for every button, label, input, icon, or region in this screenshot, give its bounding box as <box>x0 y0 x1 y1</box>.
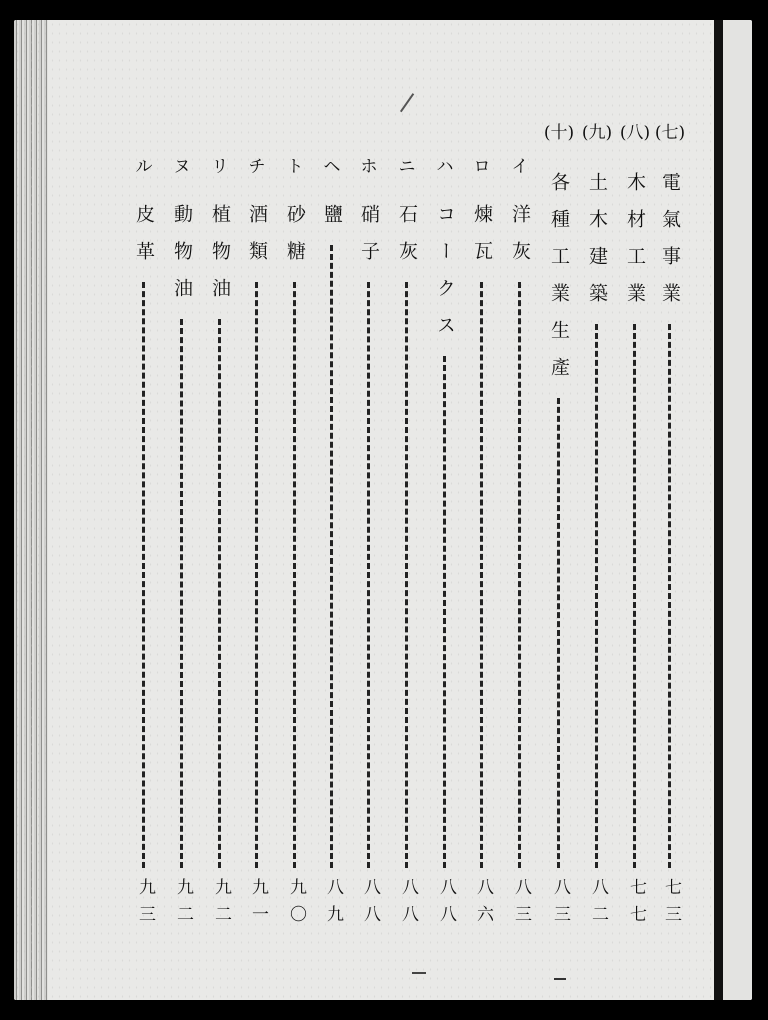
entry-title: 土木建築 <box>586 172 608 320</box>
dot-leader <box>595 324 598 868</box>
entry-marker: ヘ <box>323 157 341 177</box>
dot-leader <box>518 282 521 868</box>
toc-entry <box>465 20 499 1000</box>
dot-leader <box>255 282 258 868</box>
dot-leader <box>367 282 370 868</box>
page-number: 八八 <box>436 878 456 932</box>
page-number: 八九 <box>323 878 343 932</box>
page-number: 八八 <box>360 878 380 932</box>
toc-entry <box>390 20 424 1000</box>
page-number: 九一 <box>248 878 268 932</box>
entry-marker: リ <box>211 157 229 177</box>
page-stack-edge <box>14 20 48 1000</box>
page-number: 七三 <box>661 878 681 932</box>
page-number: 八六 <box>473 878 493 932</box>
entry-title: 酒類 <box>246 204 268 278</box>
dot-leader <box>480 282 483 868</box>
dot-leader <box>668 324 671 868</box>
entry-marker: ハ <box>436 157 454 177</box>
entry-marker: ヌ <box>173 157 191 177</box>
toc-entry <box>653 20 687 1000</box>
book-page <box>14 20 752 1000</box>
entry-title: 皮革 <box>133 204 155 278</box>
toc-entry <box>580 20 614 1000</box>
entry-title: 植物油 <box>209 204 231 315</box>
entry-title: コークス <box>434 204 456 352</box>
page-number: 八八 <box>398 878 418 932</box>
toc-entry <box>127 20 161 1000</box>
entry-marker: (七) <box>654 123 686 143</box>
toc-entry <box>618 20 652 1000</box>
dot-leader <box>557 398 560 868</box>
page-number: 九〇 <box>286 878 306 932</box>
entry-title: 煉瓦 <box>471 204 493 278</box>
dot-leader <box>330 245 333 868</box>
dot-leader <box>293 282 296 868</box>
page-number: 八三 <box>511 878 531 932</box>
entry-title: 木材工業 <box>624 172 646 320</box>
entry-title: 硝子 <box>358 204 380 278</box>
toc-entry <box>542 20 576 1000</box>
toc-entry <box>203 20 237 1000</box>
dot-leader <box>633 324 636 868</box>
toc-entry <box>165 20 199 1000</box>
dot-leader <box>405 282 408 868</box>
toc-entry <box>240 20 274 1000</box>
entry-title: 電氣事業 <box>659 172 681 320</box>
entry-title: 動物油 <box>171 204 193 315</box>
page-number: 九二 <box>211 878 231 932</box>
entry-marker: ル <box>135 157 153 177</box>
entry-marker: ホ <box>360 157 378 177</box>
entry-marker: チ <box>248 157 266 177</box>
stray-mark <box>412 972 426 974</box>
page-number: 九二 <box>173 878 193 932</box>
entry-title: 石灰 <box>396 204 418 278</box>
entry-marker: ロ <box>473 157 491 177</box>
entry-marker: ト <box>286 157 304 177</box>
dot-leader <box>180 319 183 868</box>
toc-entry <box>315 20 349 1000</box>
facing-page-edge <box>723 20 752 1000</box>
entry-title: 鹽 <box>321 204 343 241</box>
page-number: 八二 <box>588 878 608 932</box>
entry-marker: (八) <box>619 123 651 143</box>
dot-leader <box>443 356 446 868</box>
toc-entry <box>278 20 312 1000</box>
entry-marker: (九) <box>581 123 613 143</box>
toc-entry <box>428 20 462 1000</box>
page-number: 九三 <box>135 878 155 932</box>
toc-entry <box>352 20 386 1000</box>
entry-marker: イ <box>511 157 529 177</box>
entry-title: 各種工業生產 <box>548 172 570 394</box>
page-number: 八三 <box>550 878 570 932</box>
book-spine <box>714 20 723 1000</box>
entry-marker: ニ <box>398 157 416 177</box>
entry-title: 砂糖 <box>284 204 306 278</box>
toc-entry <box>503 20 537 1000</box>
page-number: 七七 <box>626 878 646 932</box>
dot-leader <box>142 282 145 868</box>
stray-mark <box>554 978 566 980</box>
dot-leader <box>218 319 221 868</box>
entry-title: 洋灰 <box>509 204 531 278</box>
entry-marker: (十) <box>543 123 575 143</box>
